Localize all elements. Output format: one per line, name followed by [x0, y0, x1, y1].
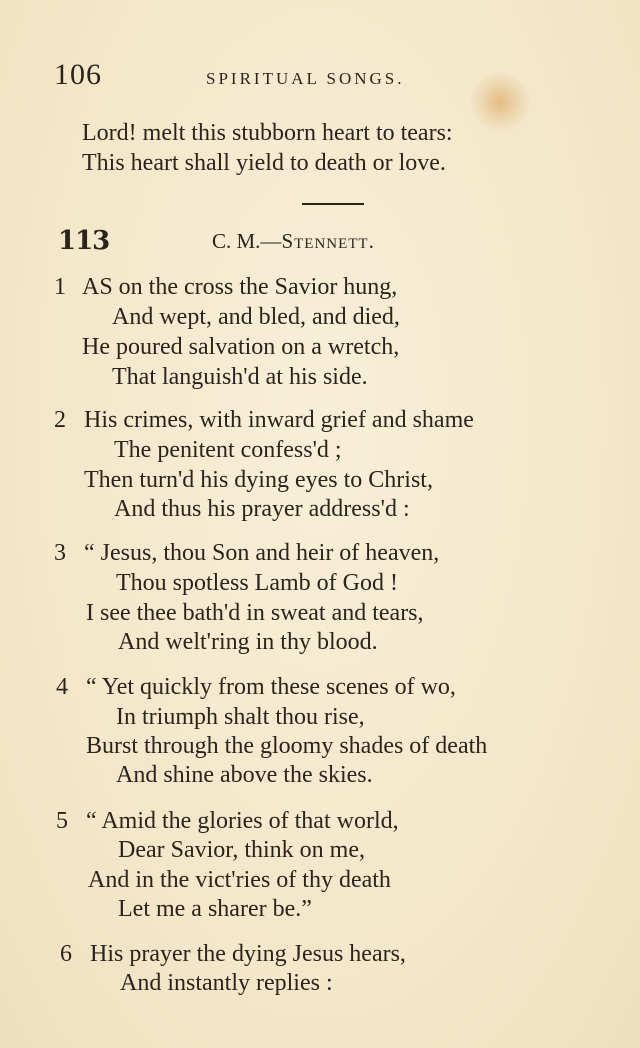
verse-number: 4 — [56, 674, 68, 700]
verse-line: And wept, and bled, and died, — [112, 304, 400, 330]
continuation-line: Lord! melt this stubborn heart to tears: — [82, 120, 453, 146]
verse-line: The penitent confess'd ; — [114, 437, 342, 463]
hymn-number: 113 — [58, 226, 110, 256]
verse-number: 3 — [54, 540, 66, 566]
page-number: 106 — [54, 58, 102, 91]
verse-line: And welt'ring in thy blood. — [118, 629, 378, 655]
verse-line: “ Amid the glories of that world, — [86, 808, 399, 834]
verse-number: 1 — [54, 274, 66, 300]
verse-line: His crimes, with inward grief and shame — [84, 407, 474, 433]
verse-line: I see thee bath'd in sweat and tears, — [86, 600, 424, 626]
verse-line: He poured salvation on a wretch, — [82, 334, 400, 360]
verse-line: “ Yet quickly from these scenes of wo, — [86, 674, 456, 700]
verse-line: And in the vict'ries of thy death — [88, 867, 391, 893]
verse-number: 5 — [56, 808, 68, 834]
verse-line: Burst through the gloomy shades of death — [86, 733, 488, 759]
verse-line: Then turn'd his dying eyes to Christ, — [84, 467, 433, 493]
verse-line: And thus his prayer address'd : — [114, 496, 410, 522]
hymn-author: Stennett. — [281, 229, 375, 253]
hymn-heading — [212, 229, 375, 254]
hymn-meter: C. M.— — [212, 229, 282, 253]
running-head: SPIRITUAL SONGS. — [206, 69, 405, 88]
verse-line: Dear Savior, think on me, — [118, 837, 365, 863]
verse-line: His prayer the dying Jesus hears, — [90, 941, 406, 967]
verse-line: AS on the cross the Savior hung, — [82, 274, 398, 300]
verse-line: And shine above the skies. — [116, 762, 373, 788]
verse-number: 6 — [60, 941, 72, 967]
verse-line: That languish'd at his side. — [112, 364, 368, 390]
verse-line: And instantly replies : — [120, 970, 333, 996]
page-header — [54, 58, 574, 98]
verse-line: In triumph shalt thou rise, — [116, 704, 365, 730]
verse-number: 2 — [54, 407, 66, 433]
verse-line: Thou spotless Lamb of God ! — [116, 570, 398, 596]
verse-line: Let me a sharer be.” — [118, 896, 312, 922]
continuation-line: This heart shall yield to death or love. — [82, 150, 446, 176]
verse-line: “ Jesus, thou Son and heir of heaven, — [84, 540, 440, 566]
section-divider — [302, 203, 364, 205]
